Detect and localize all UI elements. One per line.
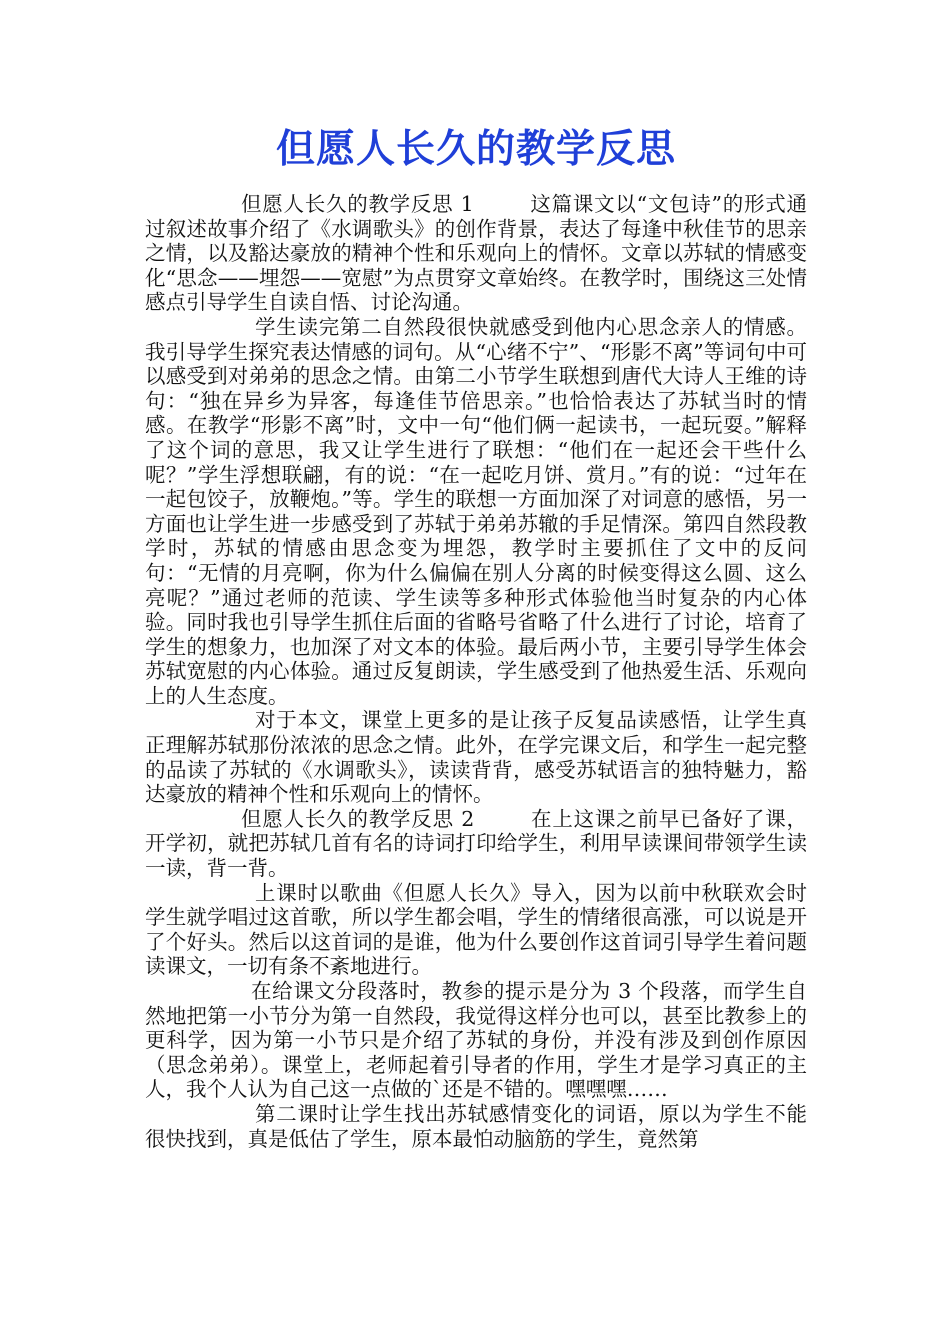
paragraph-1 bbox=[145, 192, 807, 315]
document-page bbox=[145, 118, 807, 1151]
paragraph-4 bbox=[145, 807, 807, 881]
paragraph-3: 对于本文，课堂上更多的是让孩子反复品读感悟，让学生真正理解苏轼那份浓浓的思念之情。此外，在学完课文后，和学生一起完整的品读了苏轼的《水调歌头》，读读背背，感受苏轼语言的独特魅力，豁达豪放的精神个性和乐观向上的情怀。 bbox=[145, 708, 807, 807]
section-heading-1: 但愿人长久的教学反思 1 bbox=[241, 192, 474, 216]
paragraph-6: 在给课文分段落时，教参的提示是分为 3 个段落，而学生自然地把第一小节分为第一自然段，我觉得这样分也可以，甚至比教参上的更科学，因为第一小节只是介绍了苏轼的身份，并没有涉及到创作原因（思念弟弟）。课堂上，老师起着引导者的作用，学生才是学习真正的主人，我个人认为自己这一点做的`还是不错的。嘿嘿嘿…… bbox=[145, 979, 807, 1102]
paragraph-2: 学生读完第二自然段很快就感受到他内心思念亲人的情感。我引导学生探究表达情感的词句。从“心绪不宁”、“形影不离”等词句中可以感受到对弟弟的思念之情。由第二小节学生联想到唐代大诗人王维的诗句：“独在异乡为异客，每逢佳节倍思亲。”也恰恰表达了苏轼当时的情感。在教学“形影不离”时，文中一句“他们俩一起读书，一起玩耍。”解释了这个词的意思，我又让学生进行了联想：“他们在一起还会干些什么呢？”学生浮想联翩，有的说：“在一起吃月饼、赏月。”有的说：“过年在一起包饺子，放鞭炮。”等。学生的联想一方面加深了对词意的感悟，另一方面也让学生进一步感受到了苏轼于弟弟苏辙的手足情深。第四自然段教学时，苏轼的情感由思念变为埋怨，教学时主要抓住了文中的反问句：“无情的月亮啊，你为什么偏偏在别人分离的时候变得这么圆、这么亮呢？”通过老师的范读、学生读等多种形式体验他当时复杂的内心体验。同时我也引导学生抓住后面的省略号省略了什么进行了讨论，培育了学生的想象力，也加深了对文本的体验。最后两小节，主要引导学生体会苏轼宽慰的内心体验。通过反复朗读，学生感受到了他热爱生活、乐观向上的人生态度。 bbox=[145, 314, 807, 708]
paragraph-1-text: 这篇课文以“文包诗”的形式通过叙述故事介绍了《水调歌头》的创作背景，表达了每逢中秋佳节的思亲之情，以及豁达豪放的精神个性和乐观向上的情怀。文章以苏轼的情感变化“思念——埋怨——宽慰”为点贯穿文章始终。在教学时，围绕这三处情感点引导学生自读自悟、讨论沟通。 bbox=[145, 192, 807, 315]
paragraph-4-text: 在上这课之前早已备好了课，开学初，就把苏轼几首有名的诗词打印给学生，利用早读课间带领学生读一读，背一背。 bbox=[145, 806, 808, 881]
paragraph-5: 上课时以歌曲《但愿人长久》导入，因为以前中秋联欢会时学生就学唱过这首歌，所以学生都会唱，学生的情绪很高涨，可以说是开了个好头。然后以这首词的是谁，他为什么要创作这首词引导学生着问题读课文，一切有条不紊地进行。 bbox=[145, 880, 807, 979]
paragraph-7: 第二课时让学生找出苏轼感情变化的词语，原以为学生不能很快找到，真是低估了学生，原本最怕动脑筋的学生，竟然第 bbox=[145, 1101, 807, 1151]
document-title: 但愿人长久的教学反思 bbox=[275, 126, 676, 172]
section-heading-2: 但愿人长久的教学反思 2 bbox=[241, 806, 475, 831]
